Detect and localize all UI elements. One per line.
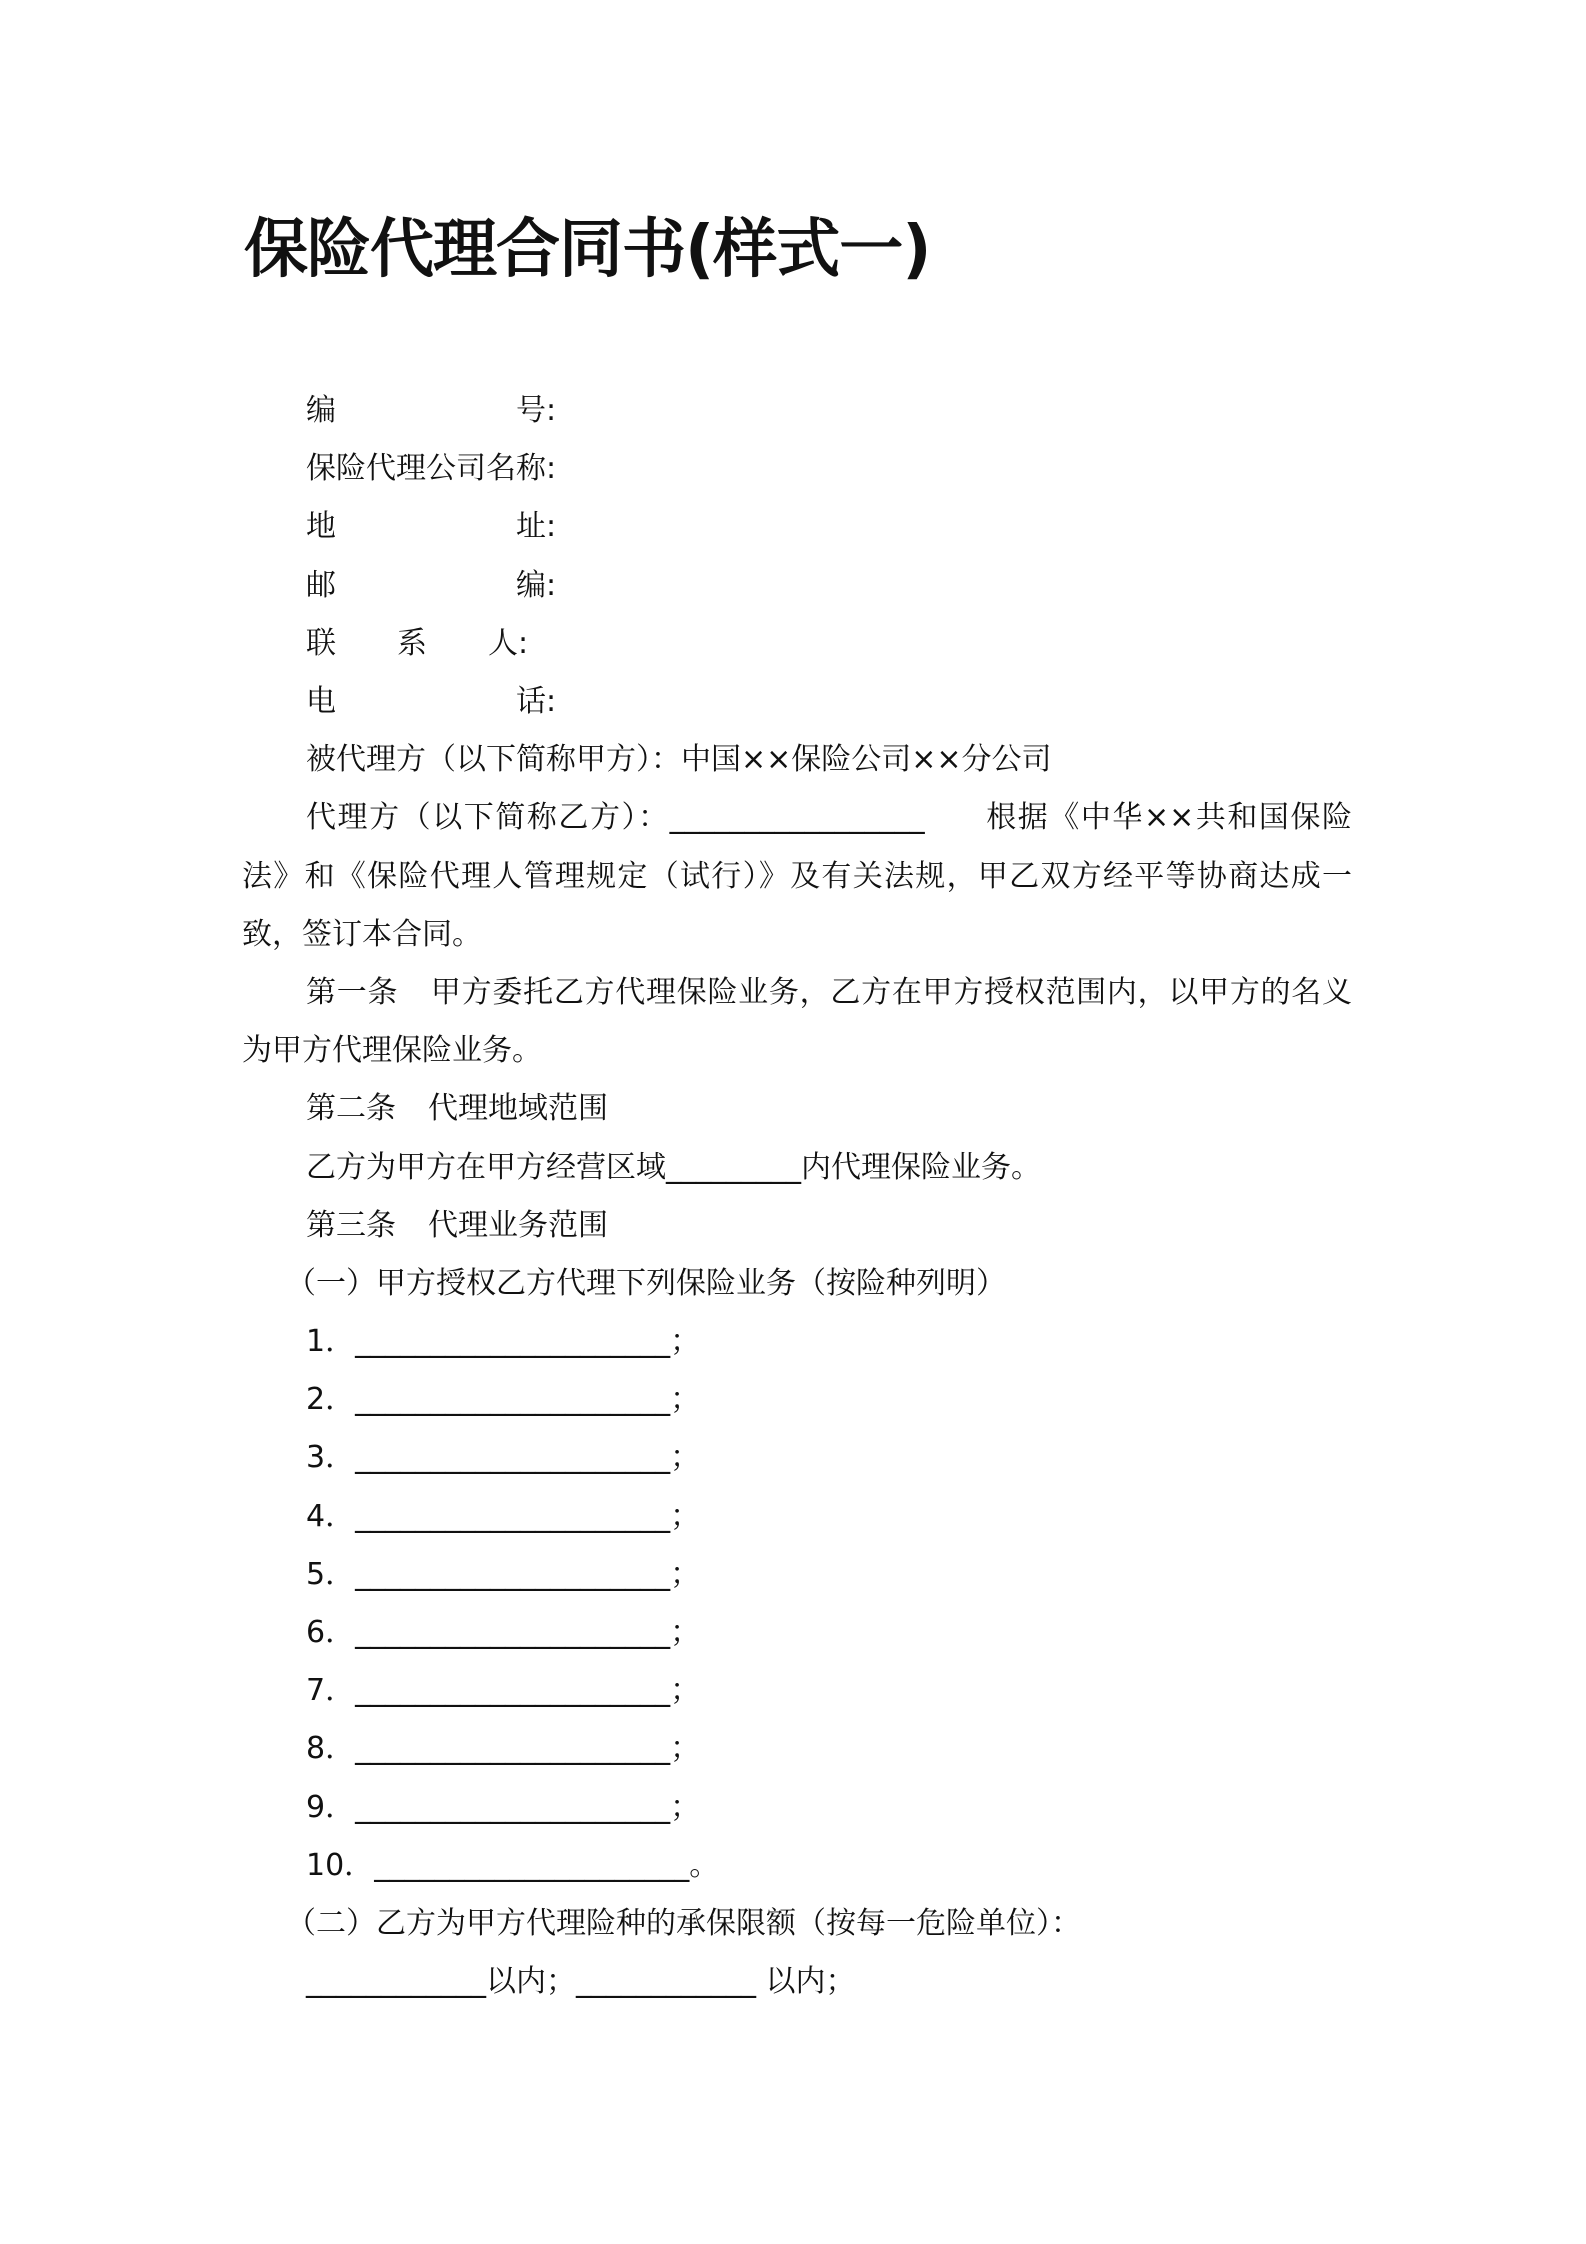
item-end: ； [670, 1324, 701, 1360]
item-blank: _____________________ [355, 1673, 671, 1709]
item-num: 4． [306, 1498, 356, 1534]
article-text: 甲方委托乙方代理保险业务，乙方在甲方授权范围内，以甲方的名义为甲方代理保险业务。 [242, 974, 1353, 1069]
party-b-text: 根据《中华××共和国保险法》和《保险代理人管理规定（试行）》及有关法规，甲乙双方经平等协商达成一致，签订本合同。 [242, 800, 1352, 952]
field-colon: : [546, 451, 557, 487]
article-heading: 第一条 [306, 974, 399, 1010]
item-end: ； [670, 1556, 701, 1592]
field-label: 联系人 [306, 625, 518, 661]
article-1 [242, 964, 1352, 1080]
item-end: ； [670, 1498, 701, 1534]
field-colon: : [518, 625, 529, 661]
item-end: ； [670, 1440, 701, 1476]
party-b-paragraph [242, 789, 1352, 964]
list-item [242, 1837, 1352, 1895]
item-blank: _____________________ [355, 1789, 671, 1825]
party-b-label: 代理方（以下简称乙方）： [306, 800, 670, 836]
item-end: ； [670, 1731, 701, 1767]
item-blank: _____________________ [355, 1556, 671, 1592]
article-3-sub1: （一）甲方授权乙方代理下列保险业务（按险种列明） [286, 1265, 1006, 1301]
list-item [242, 1779, 1352, 1837]
item-num: 3． [306, 1440, 356, 1476]
item-num: 8． [306, 1731, 356, 1767]
item-blank: _____________________ [355, 1324, 671, 1360]
party-b-blank: _________________ [669, 800, 925, 836]
list-item [242, 1720, 1352, 1778]
item-end: ； [670, 1615, 701, 1651]
contract-body [242, 382, 1352, 2011]
page-title: 保险代理合同书(样式一) [244, 213, 931, 287]
field-label: 编号 [306, 393, 546, 428]
item-num: 2． [306, 1382, 356, 1418]
text: 以内； [756, 1964, 856, 2000]
item-blank: _____________________ [355, 1498, 671, 1534]
article-heading: 第三条 [306, 1207, 396, 1243]
field-colon: : [546, 509, 557, 545]
text: 内代理保险业务。 [801, 1149, 1041, 1185]
item-num: 6． [306, 1615, 356, 1651]
article-title: 代理地域范围 [428, 1091, 608, 1127]
list-item [242, 1313, 1352, 1371]
item-num: 9． [306, 1789, 356, 1825]
field-phone [242, 673, 1352, 731]
field-number [242, 382, 1352, 440]
list-item [242, 1429, 1352, 1487]
field-label: 电话 [306, 683, 546, 719]
article-heading: 第二条 [306, 1091, 396, 1127]
item-blank: _____________________ [355, 1382, 671, 1418]
limits-line [242, 1953, 1352, 2011]
text: 以内； [486, 1964, 576, 2000]
item-blank: _____________________ [355, 1731, 671, 1767]
article-2-heading [242, 1080, 1352, 1138]
article-2-text [242, 1139, 1352, 1197]
item-blank: _____________________ [355, 1440, 671, 1476]
limit-blank: ____________ [306, 1964, 486, 2000]
item-end: ； [670, 1789, 701, 1825]
item-num: 7． [306, 1673, 356, 1709]
list-item [242, 1662, 1352, 1720]
text: 乙方为甲方在甲方经营区域 [306, 1149, 666, 1185]
item-num: 5． [306, 1556, 356, 1592]
item-end: ； [670, 1382, 701, 1418]
list-item [242, 1604, 1352, 1662]
field-address [242, 498, 1352, 556]
item-blank: _____________________ [355, 1615, 671, 1651]
field-postcode [242, 557, 1352, 615]
field-contact [242, 615, 1352, 673]
region-blank: _________ [666, 1149, 801, 1185]
item-blank: _____________________ [374, 1847, 690, 1883]
list-item [242, 1546, 1352, 1604]
field-colon: : [546, 567, 557, 603]
party-a: 被代理方（以下简称甲方）：中国××保险公司××分公司 [306, 742, 1052, 778]
item-num: 10． [306, 1847, 375, 1883]
field-colon: : [546, 393, 557, 428]
article-3-heading [242, 1197, 1352, 1255]
list-item [242, 1488, 1352, 1546]
article-3-sub2: （二）乙方为甲方代理险种的承保限额（按每一危险单位）： [286, 1905, 1081, 1941]
item-num: 1． [306, 1324, 356, 1360]
item-end: 。 [689, 1847, 720, 1883]
list-item [242, 1371, 1352, 1429]
insurance-item-list [242, 1313, 1352, 1895]
field-label: 邮编 [306, 567, 546, 603]
article-title: 代理业务范围 [428, 1207, 608, 1243]
item-end: ； [670, 1673, 701, 1709]
field-label: 地址 [306, 509, 546, 545]
limit-blank: ____________ [576, 1964, 756, 2000]
field-agency-name [242, 440, 1352, 498]
field-label: 保险代理公司名称 [306, 451, 546, 487]
field-colon: : [546, 683, 557, 719]
